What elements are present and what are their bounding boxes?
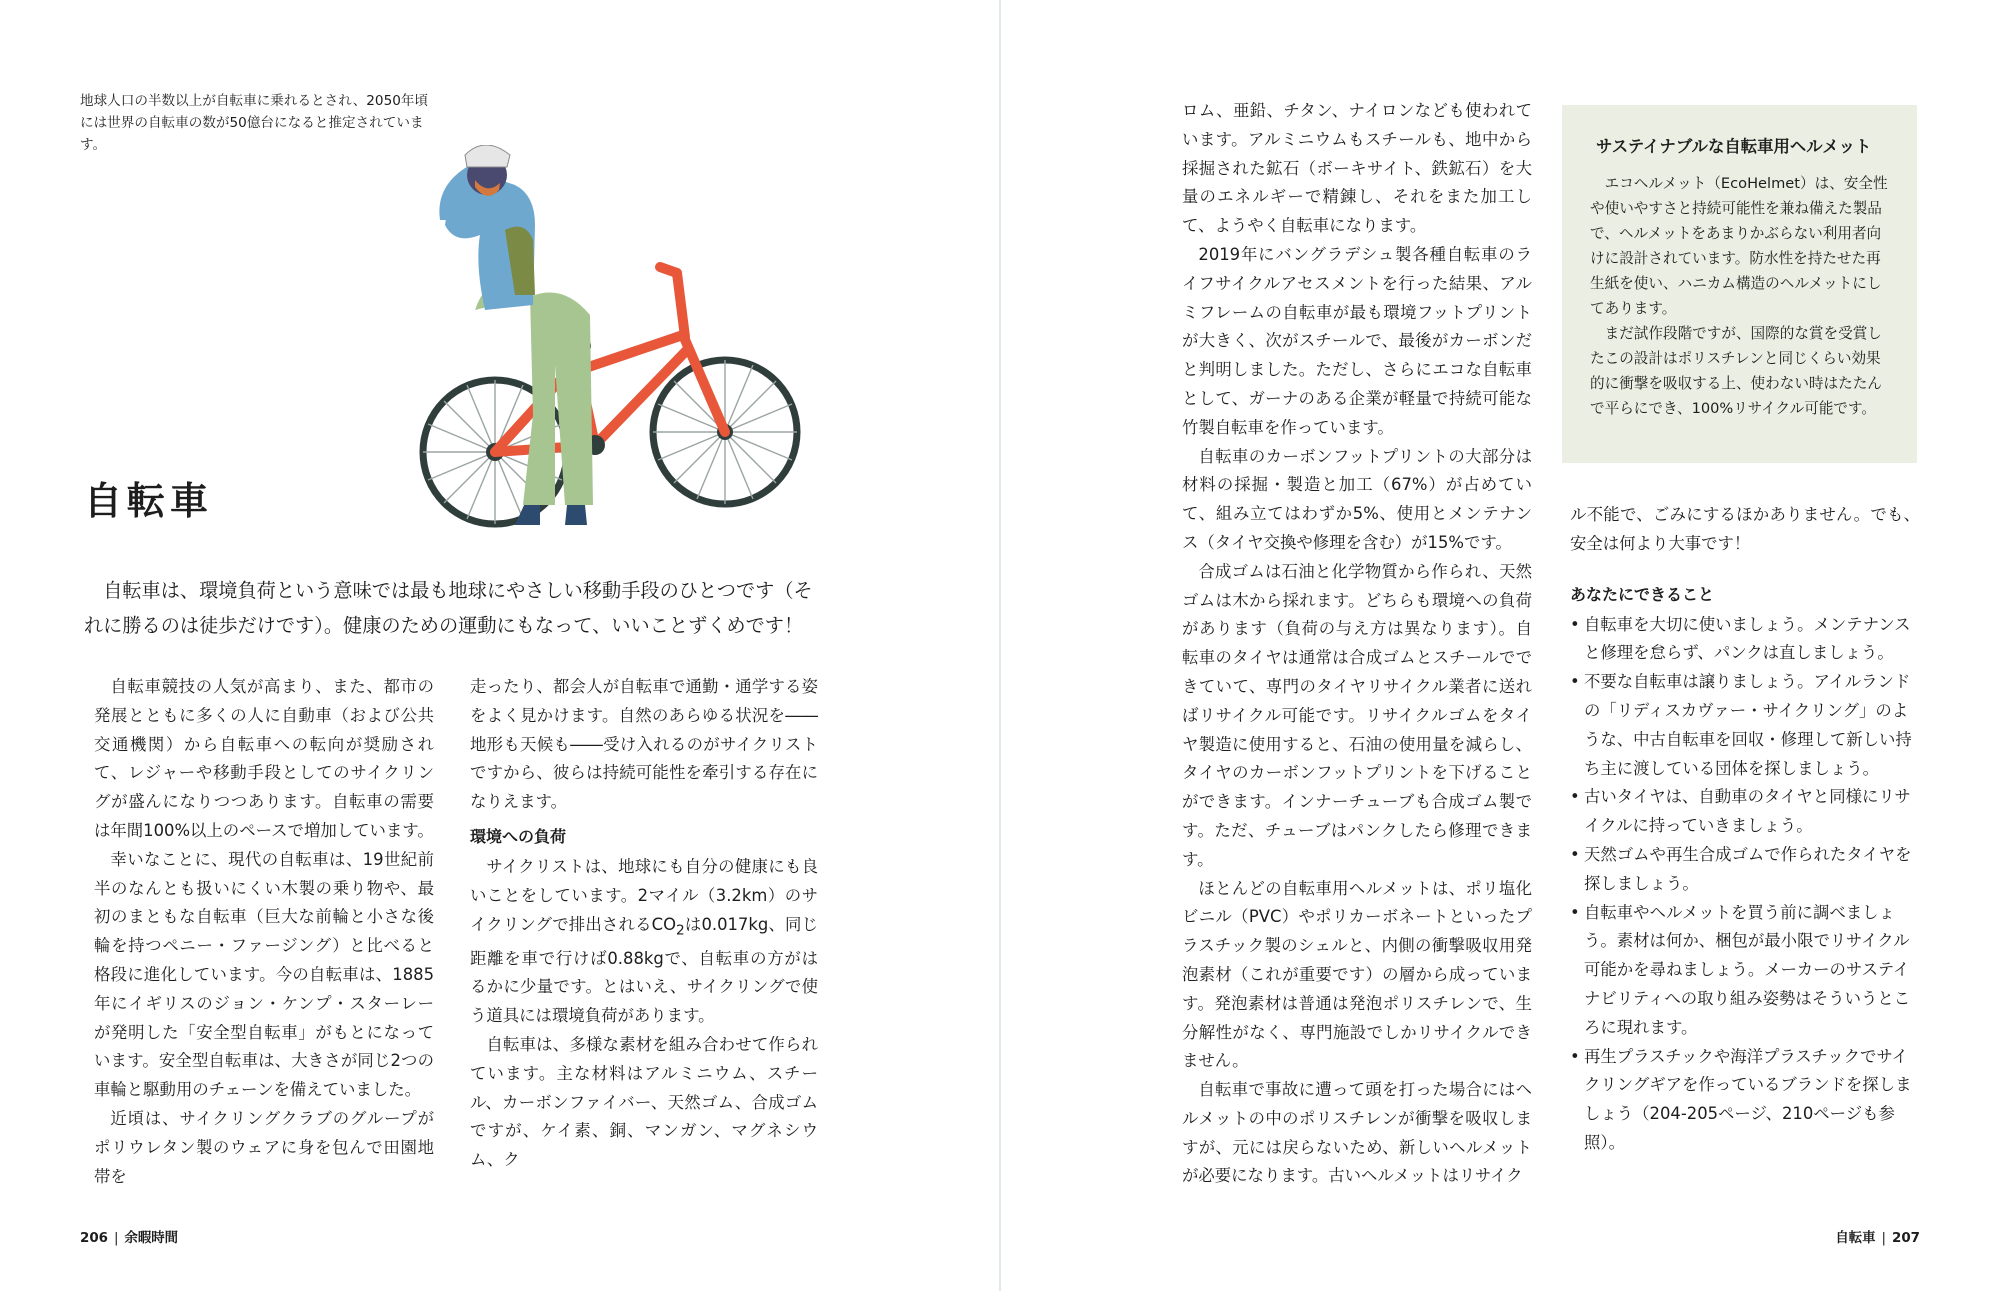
list-item: • 古いタイヤは、自動車のタイヤと同様にリサイクルに持っていきましょう。 (1570, 783, 1920, 841)
list-item: • 天然ゴムや再生合成ゴムで作られたタイヤを探しましょう。 (1570, 841, 1920, 899)
list-item: • 再生プラスチックや海洋プラスチックでサイクリングギアを作っているブランドを探しましょう（204-205ページ、210ページも参照）。 (1570, 1043, 1920, 1158)
page-gutter (999, 0, 1001, 1291)
body-paragraph: 自転車で事故に遭って頭を打った場合にはヘルメットの中のポリスチレンが衝撃を吸収しますが、元には戻らないため、新しいヘルメットが必要になります。古いヘルメットはリサイク (1182, 1080, 1532, 1186)
sidebar-paragraph: エコヘルメット（EcoHelmet）は、安全性や使いやすさと持続可能性を兼ね備えた製品で、ヘルメットをあまりかぶらない利用者向けに設計されています。防水性を持たせた再生紙を使い、ハニカム構造のヘルメットにしてあります。 (1590, 175, 1888, 317)
page-title: 自転車 (84, 479, 214, 523)
body-paragraph (470, 853, 818, 1031)
right-column-2 (1570, 501, 1920, 1158)
co2-subscript: 2 (675, 921, 685, 938)
body-paragraph: 自転車競技の人気が高まり、また、都市の発展とともに多くの人に自動車（および公共交通機関）から自転車への転向が奨励されて、レジャーや移動手段としてのサイクリングが盛んになりつつあります。自転車の需要は年間100%以上のペースで増加しています。 (94, 677, 434, 840)
sidebar-box (1562, 105, 1917, 463)
list-item: • 自転車を大切に使いましょう。メンテナンスと修理を怠らず、パンクは直しましょう。 (1570, 611, 1920, 669)
folio-separator: | (113, 1231, 119, 1246)
cyclist-illustration (415, 145, 815, 530)
list-item: • 自転車やヘルメットを買う前に調べましょう。素材は何か、梱包が最小限でリサイクル可能かを尋ねましょう。メーカーのサステイナビリティへの取り組み姿勢はそういうところに現れます。 (1570, 899, 1920, 1043)
body-paragraph: ほとんどの自転車用ヘルメットは、ポリ塩化ビニル（PVC）やポリカーボネートといったプラスチック製のシェルと、内側の衝撃吸収用発泡素材（これが重要です）の層から成っています。発泡素材は普通は発泡ポリスチレンで、生分解性がなく、専門施設でしかリサイクルできません。 (1182, 878, 1532, 1071)
page-number: 207 (1892, 1231, 1920, 1246)
folio-right (1835, 1227, 1920, 1246)
body-paragraph: ロム、亜鉛、チタン、ナイロンなども使われています。アルミニウムもスチールも、地中から採掘された鉱石（ボーキサイト、鉄鉱石）を大量のエネルギーで精錬し、それをまた加工して、ようやく自転車になります。 (1182, 101, 1532, 236)
sidebar-title: サステイナブルな自転車用ヘルメット (1596, 137, 1872, 156)
section-name: 自転車 (1835, 1231, 1876, 1246)
illustration-caption: 地球人口の半数以上が自転車に乗れるとされ、2050年頃には世界の自転車の数が50億台になると推定されています。 (80, 93, 429, 153)
list-item: • 不要な自転車は譲りましょう。アイルランドの「リディスカヴァー・サイクリング」のような、中古自転車を回収・修理して新しい持ち主に渡している団体を探しましょう。 (1570, 668, 1920, 783)
body-paragraph: 走ったり、都会人が自転車で通勤・通学する姿をよく見かけます。自然のあらゆる状況を――地形も天候も――受け入れるのがサイクリストですから、彼らは持続可能性を牽引する存在になりえます。 (470, 677, 818, 812)
body-paragraph: 合成ゴムは石油と化学物質から作られ、天然ゴムは木から採れます。どちらも環境への負荷があります（負荷の与え方は異なります）。自転車のタイヤは通常は合成ゴムとスチールでできていて、専門のタイヤリサイクル業者に送ればリサイクル可能です。リサイクルゴムをタイヤ製造に使用すると、石油の使用量を減らし、タイヤのカーボンフットプリントを下げることができます。インナーチューブも合成ゴム製です。ただ、チューブはパンクしたら修理できます。 (1182, 561, 1532, 869)
co2-text-before: サイクリストは、地球にも自分の健康にも良いことをしています。2マイル（3.2km）のサイクリングで排出されるCO (470, 856, 818, 934)
body-paragraph: 自転車のカーボンフットプリントの大部分は材料の採掘・製造と加工（67%）が占めていて、組み立てはわずか5%、使用とメンテナンス（タイヤ交換や修理を含む）が15%です。 (1182, 446, 1532, 552)
body-paragraph: 近頃は、サイクリングクラブのグループがポリウレタン製のウェアに身を包んで田園地帯を (94, 1108, 434, 1186)
body-paragraph: ル不能で、ごみにするほかありません。でも、安全は何より大事です！ (1570, 505, 1920, 553)
tips-list (1570, 611, 1920, 1158)
left-column-1 (94, 673, 434, 1191)
page-number: 206 (80, 1231, 108, 1246)
cyclist-figure (439, 145, 593, 525)
section-heading: 環境への負荷 (470, 826, 567, 846)
body-paragraph: 自転車は、多様な素材を組み合わせて作られています。主な材料はアルミニウム、スチール、カーボンファイバー、天然ゴム、合成ゴムですが、ケイ素、銅、マンガン、マグネシウム、ク (470, 1035, 818, 1170)
section-heading: あなたにできること (1570, 584, 1715, 604)
right-column-1 (1182, 97, 1532, 1191)
section-name: 余暇時間 (124, 1231, 179, 1246)
body-paragraph: 幸いなことに、現代の自転車は、19世紀前半のなんとも扱いにくい木製の乗り物や、最初のまともな自転車（巨大な前輪と小さな後輪を持つペニー・ファージング）と比べると格段に進化しています。今の自転車は、1885年にイギリスのジョン・ケンプ・スターレーが発明した「安全型自転車」がもとになっています。安全型自転車は、大きさが同じ2つの車輪と駆動用のチェーンを備えていました。 (94, 849, 434, 1100)
co2-text-after: は0.017kg、同じ距離を車で行けば0.88kgで、自転車の方がはるかに少量です。とはいえ、サイクリングで使う道具には環境負荷があります。 (470, 914, 818, 1026)
lead-paragraph: 自転車は、環境負荷という意味では最も地球にやさしい移動手段のひとつです（それに勝るのは徒歩だけです）。健康のための運動にもなって、いいことずくめです！ (84, 579, 813, 637)
folio-separator: | (1881, 1231, 1887, 1246)
sidebar-paragraph: まだ試作段階ですが、国際的な賞を受賞したこの設計はポリスチレンと同じくらい効果的に衝撃を吸収する上、使わない時はたたんで平らにでき、100%リサイクル可能です。 (1590, 325, 1882, 417)
body-paragraph: 2019年にバングラデシュ製各種自転車のライフサイクルアセスメントを行った結果、アルミフレームの自転車が最も環境フットプリントが大きく、次がスチールで、最後がカーボンだと判明しました。ただし、さらにエコな自転車として、ガーナのある企業が軽量で持続可能な竹製自転車を作っています。 (1182, 244, 1532, 437)
left-column-2 (470, 673, 818, 1175)
folio-left (80, 1227, 178, 1246)
